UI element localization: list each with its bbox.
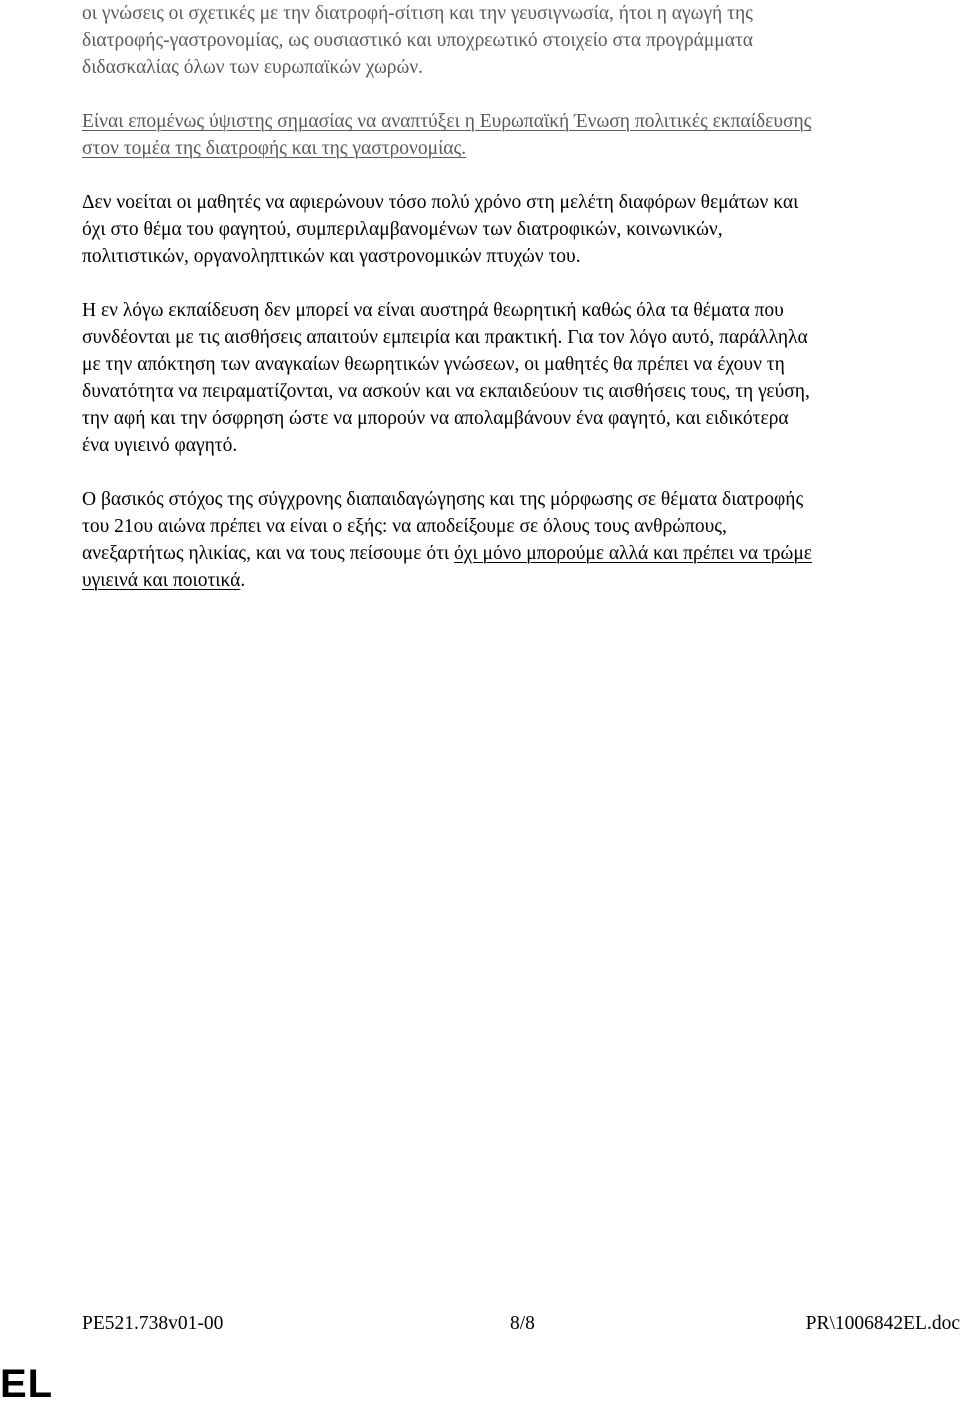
paragraph-5-text: Ο βασικός στόχος της σύγχρονης διαπαιδαγώγησης και της μόρφωσης σε θέματα διατροφής του 21ου αιώνα πρέπει να είναι ο εξής: να αποδείξουμε σε όλους τους ανθρώπους, ανεξαρτήτως ηλικίας, και να τους πείσουμε ότι	[82, 489, 804, 564]
page-number: 8/8	[510, 1313, 535, 1334]
paragraph-5	[82, 486, 956, 594]
language-marker: EL	[0, 1362, 54, 1406]
paragraph-5-underlined-text: όχι μόνο μπορούμε αλλά και πρέπει να τρώμε υγιεινά και ποιοτικά	[82, 543, 812, 591]
document-body	[82, 0, 956, 621]
paragraph-4: Η εν λόγω εκπαίδευση δεν μπορεί να είναι αυστηρά θεωρητική καθώς όλα τα θέματα που συνδέονται με τις αισθήσεις απαιτούν εμπειρία και πρακτική. Για τον λόγο αυτό, παράλληλα με την απόκτηση των αναγκαίων θεωρητικών γνώσεων, οι μαθητές θα πρέπει να έχουν τη δυνατότητα να πειραματίζονται, να ασκούν και να εκπαιδεύουν τις αισθήσεις τους, τη γεύση, την αφή και την όσφρηση ώστε να μπορούν να απολαμβάνουν ένα φαγητό, και ειδικότερα ένα υγιεινό φαγητό.	[82, 300, 810, 456]
paragraph-2: Είναι επομένως ύψιστης σημασίας να αναπτύξει η Ευρωπαϊκή Ένωση πολιτικές εκπαίδευσης στον τομέα της διατροφής και της γαστρονομίας.	[82, 111, 812, 159]
page-footer	[82, 1312, 960, 1336]
paragraph-1: οι γνώσεις οι σχετικές με την διατροφή-σίτιση και την γευσιγνωσία, ήτοι η αγωγή της διατροφής-γαστρονομίας, ως ουσιαστικό και υποχρεωτικό στοιχείο στα προγράμματα διδασκαλίας όλων των ευρωπαϊκών χωρών.	[82, 3, 754, 78]
paragraph-5-end: .	[240, 570, 246, 591]
file-name: PR\1006842EL.doc	[805, 1313, 960, 1334]
paragraph-3: Δεν νοείται οι μαθητές να αφιερώνουν τόσο πολύ χρόνο στη μελέτη διαφόρων θεμάτων και όχι στο θέμα του φαγητού, συμπεριλαμβανομένων των διατροφικών, κοινωνικών, πολιτιστικών, οργανοληπτικών και γαστρονομικών πτυχών του.	[82, 192, 799, 267]
document-reference: PE521.738v01-00	[82, 1313, 224, 1334]
